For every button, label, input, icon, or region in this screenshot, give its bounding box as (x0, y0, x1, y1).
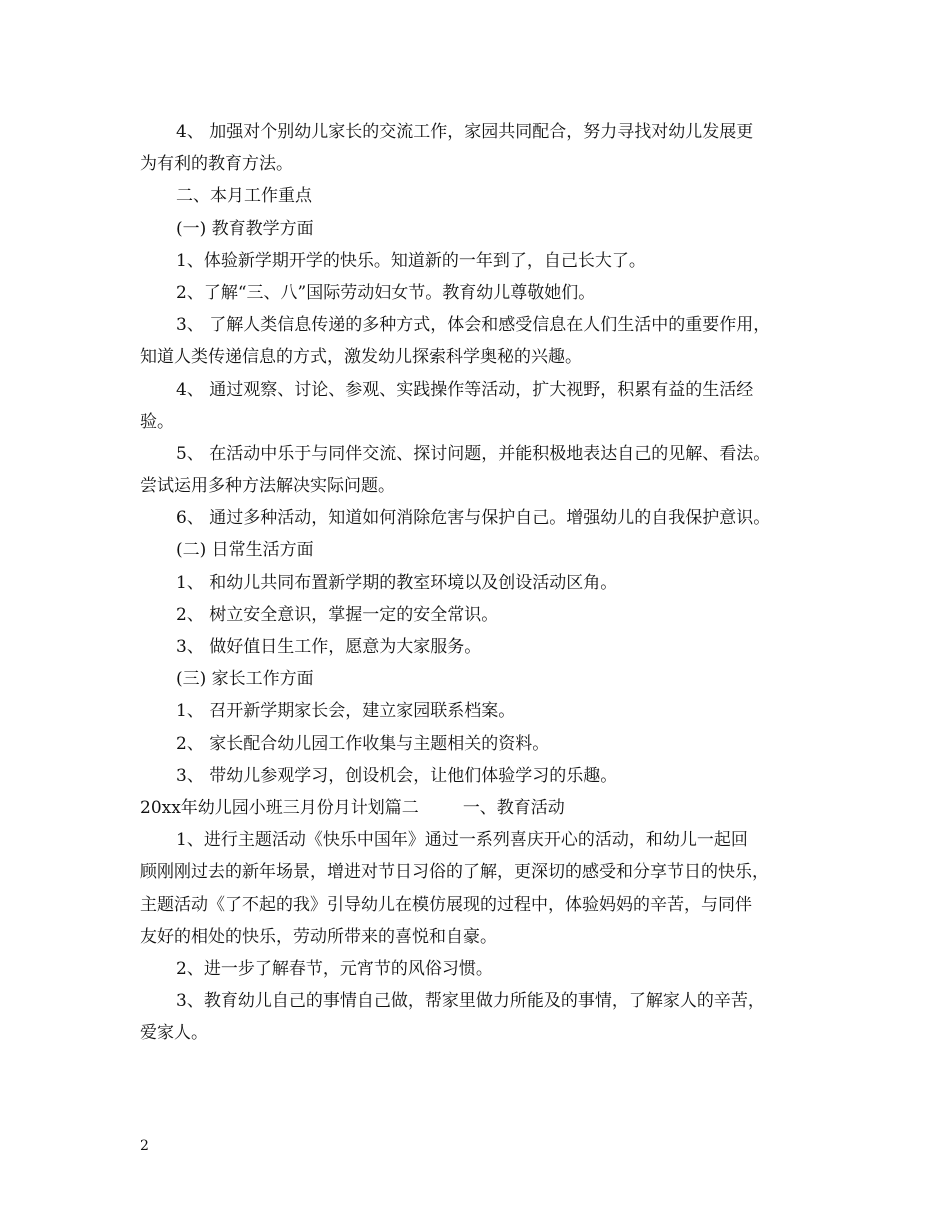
article-title-line (140, 792, 820, 824)
paragraph-line: 主题活动《了不起的我》引导幼儿在模仿展现的过程中，体验妈妈的辛苦，与同伴 (140, 894, 752, 915)
paragraph-line: 4、 通过观察、讨论、参观、实践操作等活动，扩大视野，积累有益的生活经 (176, 379, 754, 400)
paragraph-line: 4、 加强对个别幼儿家长的交流工作，家园共同配合，努力寻找对幼儿发展更 (176, 122, 754, 142)
section-heading: 一、教育活动 (462, 797, 565, 818)
subsection-heading: (三) 家长工作方面 (176, 669, 314, 690)
paragraph-line: 1、 和幼儿共同布置新学期的教室环境以及创设活动区角。 (176, 572, 618, 593)
paragraph-line: 2、 树立安全意识，掌握一定的安全常识。 (176, 604, 499, 625)
paragraph-line: 3、 做好值日生工作，愿意为大家服务。 (176, 637, 482, 657)
paragraph-line: 验。 (140, 411, 174, 432)
paragraph-line: 尝试运用多种方法解决实际问题。 (140, 476, 395, 497)
paragraph-line: 6、 通过多种活动，知道如何消除危害与保护自己。增强幼儿的自我保护意识。 (176, 508, 771, 529)
paragraph-line: 1、 召开新学期家长会，建立家园联系档案。 (176, 701, 516, 722)
document-body (140, 116, 820, 1049)
paragraph-line: 3、 带幼儿参观学习，创设机会，让他们体验学习的乐趣。 (176, 765, 618, 786)
paragraph-line: 知道人类传递信息的方式，激发幼儿探索科学奥秘的兴趣。 (140, 347, 582, 368)
subsection-heading: (二) 日常生活方面 (176, 540, 314, 561)
paragraph-line: 2、进一步了解春节，元宵节的风俗习惯。 (176, 958, 493, 979)
paragraph-line: 友好的相处的快乐，劳动所带来的喜悦和自豪。 (140, 926, 497, 947)
paragraph-line: 3、教育幼儿自己的事情自己做，帮家里做力所能及的事情，了解家人的辛苦， (176, 991, 765, 1012)
subsection-heading: (一) 教育教学方面 (176, 218, 314, 239)
article-title: 20xx年幼儿园小班三月份月计划篇二 (140, 797, 419, 818)
page-number: 2 (140, 1138, 149, 1154)
paragraph-line: 2、了解“三、八”国际劳动妇女节。教育幼儿尊敬她们。 (176, 282, 596, 303)
paragraph-line: 1、进行主题活动《快乐中国年》通过一系列喜庆开心的活动，和幼儿一起回 (176, 830, 748, 851)
paragraph-line: 1、体验新学期开学的快乐。知道新的一年到了，自己长大了。 (176, 250, 646, 271)
paragraph-line: 5、 在活动中乐于与同伴交流、探讨问题，并能积极地表达自己的见解、看法。 (176, 443, 771, 464)
paragraph-line: 2、 家长配合幼儿园工作收集与主题相关的资料。 (176, 733, 550, 754)
section-heading: 二、本月工作重点 (176, 186, 312, 207)
paragraph-line: 顾刚刚过去的新年场景，增进对节日习俗的了解，更深切的感受和分享节日的快乐， (140, 862, 769, 883)
paragraph-line: 为有利的教育方法。 (140, 154, 293, 175)
paragraph-line: 3、 了解人类信息传递的多种方式，体会和感受信息在人们生活中的重要作用， (176, 315, 771, 336)
paragraph-line: 爱家人。 (140, 1023, 208, 1044)
